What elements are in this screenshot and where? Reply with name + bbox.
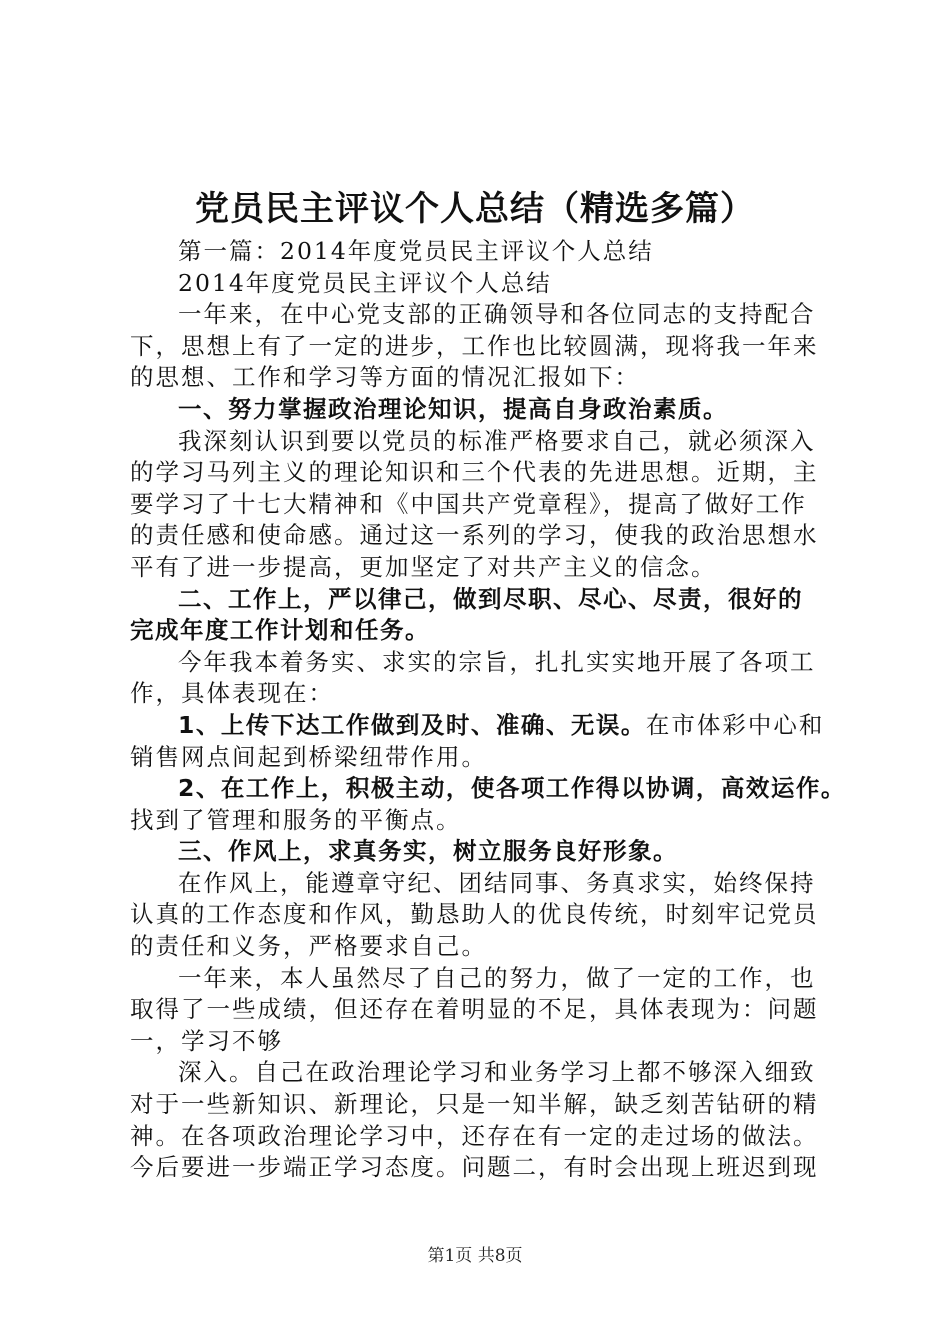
document-title: 党员民主评议个人总结（精选多篇） bbox=[195, 189, 755, 229]
text-line: 深入。自己在政治理论学习和业务学习上都不够深入细致 bbox=[178, 1058, 816, 1087]
text-line: 作，具体表现在： bbox=[130, 679, 334, 708]
text-line: 的责任感和使命感。通过这一系列的学习，使我的政治思想水 bbox=[130, 521, 819, 550]
text-line: 2014年度党员民主评议个人总结 bbox=[178, 268, 552, 297]
text-line: 的学习马列主义的理论知识和三个代表的先进思想。近期，主 bbox=[130, 458, 819, 487]
text-line: 三、作风上，求真务实，树立服务良好形象。 bbox=[178, 837, 678, 866]
text-line: 的责任和义务，严格要求自己。 bbox=[130, 932, 487, 961]
page-footer: 第1页 共8页 bbox=[427, 1246, 523, 1266]
text-line: 销售网点间起到桥梁纽带作用。 bbox=[130, 742, 487, 771]
text-line: 今后要进一步端正学习态度。问题二，有时会出现上班迟到现 bbox=[130, 1153, 819, 1182]
text-line bbox=[130, 710, 830, 742]
text-line: 今年我本着务实、求实的宗旨，扎扎实实地开展了各项工 bbox=[178, 647, 816, 676]
text-line: 一、努力掌握政治理论知识，提高自身政治素质。 bbox=[178, 394, 728, 423]
text-line: 第一篇：2014年度党员民主评议个人总结 bbox=[178, 237, 654, 265]
bold-run: 1、上传下达工作做到及时、准确、无误。 bbox=[178, 710, 646, 739]
text-line: 取得了一些成绩，但还存在着明显的不足，具体表现为：问题 bbox=[130, 995, 819, 1024]
text-line: 下，思想上有了一定的进步，工作也比较圆满，现将我一年来 bbox=[130, 331, 819, 360]
text-line: 要学习了十七大精神和《中国共产党章程》，提高了做好工作 bbox=[130, 489, 807, 518]
text-line: 一，学习不够 bbox=[130, 1026, 283, 1055]
text-line: 对于一些新知识、新理论，只是一知半解，缺乏刻苦钻研的精 bbox=[130, 1090, 819, 1119]
text-line: 完成年度工作计划和任务。 bbox=[130, 616, 430, 645]
text-line: 2、在工作上，积极主动，使各项工作得以协调，高效运作。 bbox=[178, 774, 846, 803]
text-line: 的思想、工作和学习等方面的情况汇报如下： bbox=[130, 363, 640, 392]
text-line: 一年来，本人虽然尽了自己的努力，做了一定的工作，也 bbox=[178, 963, 816, 992]
text-line: 神。在各项政治理论学习中，还存在有一定的走过场的做法。 bbox=[130, 1121, 819, 1150]
text-line: 认真的工作态度和作风，勤恳助人的优良传统，时刻牢记党员 bbox=[130, 900, 819, 929]
text-line: 我深刻认识到要以党员的标准严格要求自己，就必须深入 bbox=[178, 426, 816, 455]
text-line: 平有了进一步提高，更加坚定了对共产主义的信念。 bbox=[130, 552, 717, 581]
text-line: 找到了管理和服务的平衡点。 bbox=[130, 805, 462, 834]
text-line: 一年来，在中心党支部的正确领导和各位同志的支持配合 bbox=[178, 300, 816, 329]
text-line: 二、工作上，严以律己，做到尽职、尽心、尽责，很好的 bbox=[178, 584, 803, 613]
text-run: 在市体彩中心和 bbox=[645, 710, 825, 739]
document-body bbox=[130, 236, 846, 1184]
text-line: 在作风上，能遵章守纪、团结同事、务真求实，始终保持 bbox=[178, 868, 816, 897]
